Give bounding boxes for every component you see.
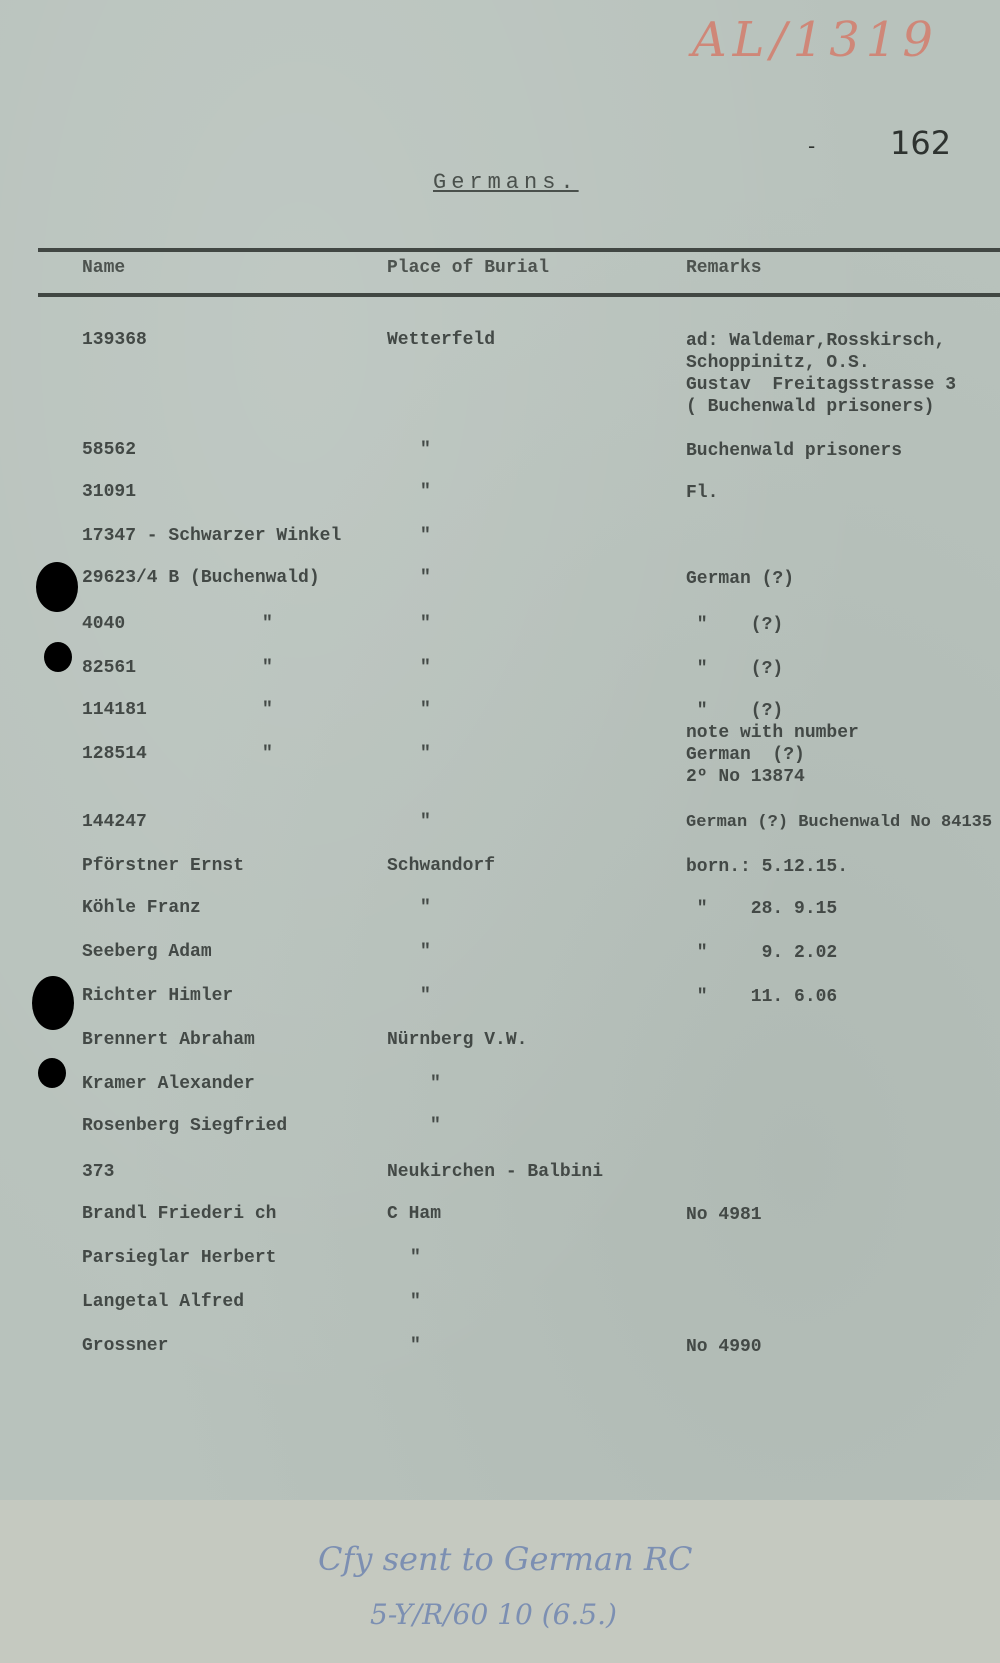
- name-cell: Pförstner Ernst: [82, 856, 245, 876]
- place-cell: Schwandorf: [387, 856, 496, 876]
- name-cell: Richter Himler: [82, 986, 234, 1006]
- name-cell: 58562: [82, 440, 137, 460]
- remarks-cell: No 4981: [686, 1205, 762, 1225]
- place-cell: Nürnberg V.W.: [387, 1030, 528, 1050]
- handwritten-note-line1: Cfy sent to German RC: [318, 1540, 693, 1578]
- page-number-dash: -: [808, 134, 816, 158]
- name-ditto-cell: ": [262, 658, 273, 678]
- remarks-cell: Fl.: [686, 483, 719, 503]
- place-cell: ": [420, 526, 431, 546]
- place-cell: ": [430, 1074, 441, 1094]
- name-cell: 4040: [82, 614, 126, 634]
- place-cell: ": [420, 440, 431, 460]
- place-cell: ": [410, 1248, 421, 1268]
- name-cell: 144247: [82, 812, 147, 832]
- handwritten-note-line2: 5-Y/R/60 10 (6.5.): [370, 1598, 617, 1631]
- remarks-cell: " 11. 6.06: [686, 987, 838, 1007]
- name-cell: Parsieglar Herbert: [82, 1248, 277, 1268]
- place-cell: ": [420, 812, 431, 832]
- punch-hole: [36, 562, 78, 612]
- name-ditto-cell: ": [262, 614, 273, 634]
- name-cell: Kramer Alexander: [82, 1074, 255, 1094]
- name-cell: 128514: [82, 744, 147, 764]
- place-cell: ": [410, 1292, 421, 1312]
- name-cell: 139368: [82, 330, 147, 350]
- remarks-cell: born.: 5.12.15.: [686, 857, 849, 877]
- punch-hole: [44, 642, 72, 672]
- name-cell: Brennert Abraham: [82, 1030, 255, 1050]
- place-cell: Neukirchen - Balbini: [387, 1162, 604, 1182]
- reference-mark: AL/1319: [692, 12, 939, 68]
- place-cell: ": [410, 1336, 421, 1356]
- punch-hole: [38, 1058, 66, 1088]
- name-cell: 114181: [82, 700, 147, 720]
- name-cell: Langetal Alfred: [82, 1292, 245, 1312]
- remarks-cell: " 28. 9.15: [686, 899, 838, 919]
- remarks-cell: Buchenwald prisoners: [686, 441, 903, 461]
- column-header-name: Name: [82, 258, 126, 278]
- table-top-rule: [38, 248, 1000, 252]
- name-cell: 29623/4 B (Buchenwald): [82, 568, 320, 588]
- name-cell: 82561: [82, 658, 137, 678]
- punch-hole: [32, 976, 74, 1030]
- column-header-remarks: Remarks: [686, 258, 762, 278]
- name-cell: 373: [82, 1162, 115, 1182]
- place-cell: ": [420, 744, 431, 764]
- name-cell: Rosenberg Siegfried: [82, 1116, 288, 1136]
- place-cell: C Ham: [387, 1204, 442, 1224]
- remarks-cell: " (?) note with number: [686, 701, 859, 743]
- place-cell: ": [420, 614, 431, 634]
- name-cell: Köhle Franz: [82, 898, 201, 918]
- place-cell: ": [420, 942, 431, 962]
- remarks-cell: ad: Waldemar,Rosskirsch, Schoppinitz, O.S. Gustav Freitagsstrasse 3 ( Buchenwald prisoners): [686, 331, 957, 417]
- page-number: 162: [890, 124, 952, 162]
- place-cell: ": [430, 1116, 441, 1136]
- place-cell: ": [420, 568, 431, 588]
- remarks-cell: " 9. 2.02: [686, 943, 838, 963]
- name-cell: Seeberg Adam: [82, 942, 212, 962]
- remarks-cell: German (?): [686, 569, 795, 589]
- place-cell: ": [420, 658, 431, 678]
- remarks-cell: No 4990: [686, 1337, 762, 1357]
- place-cell: ": [420, 482, 431, 502]
- place-cell: ": [420, 898, 431, 918]
- name-cell: 31091: [82, 482, 137, 502]
- remarks-cell: " (?): [686, 615, 784, 635]
- place-cell: ": [420, 986, 431, 1006]
- remarks-cell: German (?) 2º No 13874: [686, 745, 805, 787]
- place-cell: ": [420, 700, 431, 720]
- place-cell: Wetterfeld: [387, 330, 496, 350]
- name-cell: Brandl Friederi ch: [82, 1204, 277, 1224]
- name-ditto-cell: ": [262, 744, 273, 764]
- document-title: Germans.: [433, 170, 579, 195]
- name-cell: Grossner: [82, 1336, 169, 1356]
- column-header-place: Place of Burial: [387, 258, 550, 278]
- remarks-cell: " (?): [686, 659, 784, 679]
- name-ditto-cell: ": [262, 700, 273, 720]
- paper-bottom-band: [0, 1500, 1000, 1663]
- name-cell: 17347 - Schwarzer Winkel: [82, 526, 342, 546]
- remarks-cell: German (?) Buchenwald No 84135: [686, 813, 993, 832]
- table-header-rule: [38, 293, 1000, 297]
